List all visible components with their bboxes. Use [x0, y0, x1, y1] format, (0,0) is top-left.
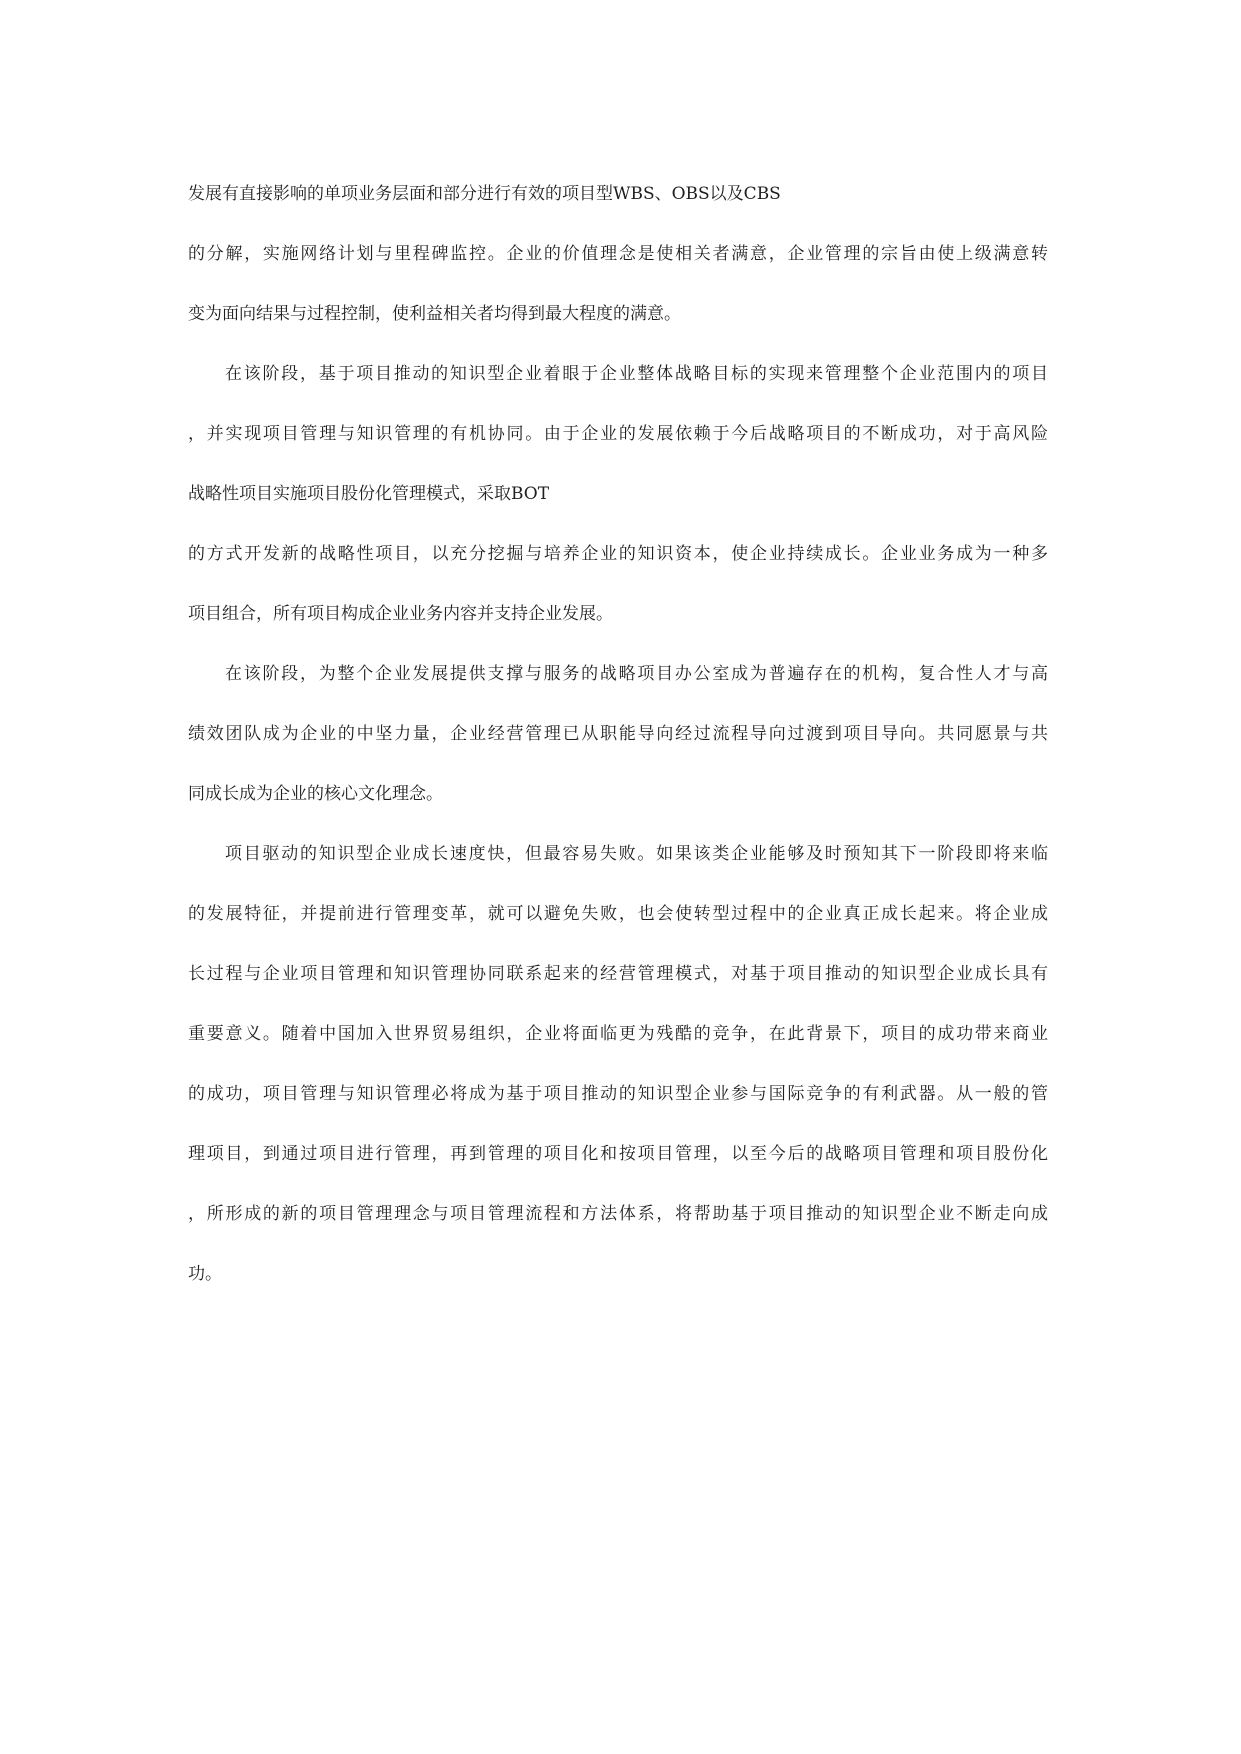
- text-line: 重要意义。随着中国加入世界贸易组织，企业将面临更为残酷的竞争，在此背景下，项目的成功带来商业: [188, 1024, 1048, 1044]
- text-line: 理项目，到通过项目进行管理，再到管理的项目化和按项目管理，以至今后的战略项目管理和项目股份化: [188, 1144, 1048, 1164]
- text-line: 的发展特征，并提前进行管理变革，就可以避免失败，也会使转型过程中的企业真正成长起来。将企业成: [188, 904, 1048, 924]
- text-line: 同成长成为企业的核心文化理念。: [188, 784, 443, 804]
- text-line: 的方式开发新的战略性项目，以充分挖掘与培养企业的知识资本，使企业持续成长。企业业务成为一种多: [188, 544, 1048, 564]
- text-line: ，并实现项目管理与知识管理的有机协同。由于企业的发展依赖于今后战略项目的不断成功，对于高风险: [188, 424, 1048, 444]
- paragraph-first-line: 在该阶段，为整个企业发展提供支撑与服务的战略项目办公室成为普遍存在的机构，复合性人才与高: [225, 664, 1048, 684]
- paragraph-first-line: 在该阶段，基于项目推动的知识型企业着眼于企业整体战略目标的实现来管理整个企业范围内的项目: [225, 364, 1048, 384]
- text-line: 功。: [188, 1264, 222, 1284]
- text-line: 发展有直接影响的单项业务层面和部分进行有效的项目型WBS、OBS以及CBS: [188, 184, 781, 204]
- text-line: 项目组合，所有项目构成企业业务内容并支持企业发展。: [188, 604, 613, 624]
- text-line: 变为面向结果与过程控制，使利益相关者均得到最大程度的满意。: [188, 304, 681, 324]
- text-line: 的成功，项目管理与知识管理必将成为基于项目推动的知识型企业参与国际竞争的有利武器。从一般的管: [188, 1084, 1048, 1104]
- text-line: 长过程与企业项目管理和知识管理协同联系起来的经营管理模式，对基于项目推动的知识型企业成长具有: [188, 964, 1048, 984]
- text-line: ，所形成的新的项目管理理念与项目管理流程和方法体系，将帮助基于项目推动的知识型企业不断走向成: [188, 1204, 1048, 1224]
- body-text: [188, 164, 1048, 1304]
- text-line: 战略性项目实施项目股份化管理模式，采取BOT: [188, 484, 550, 504]
- text-line: 绩效团队成为企业的中坚力量，企业经营管理已从职能导向经过流程导向过渡到项目导向。共同愿景与共: [188, 724, 1048, 744]
- text-line: 的分解，实施网络计划与里程碑监控。企业的价值理念是使相关者满意，企业管理的宗旨由使上级满意转: [188, 244, 1048, 264]
- paragraph-first-line: 项目驱动的知识型企业成长速度快，但最容易失败。如果该类企业能够及时预知其下一阶段即将来临: [225, 844, 1048, 864]
